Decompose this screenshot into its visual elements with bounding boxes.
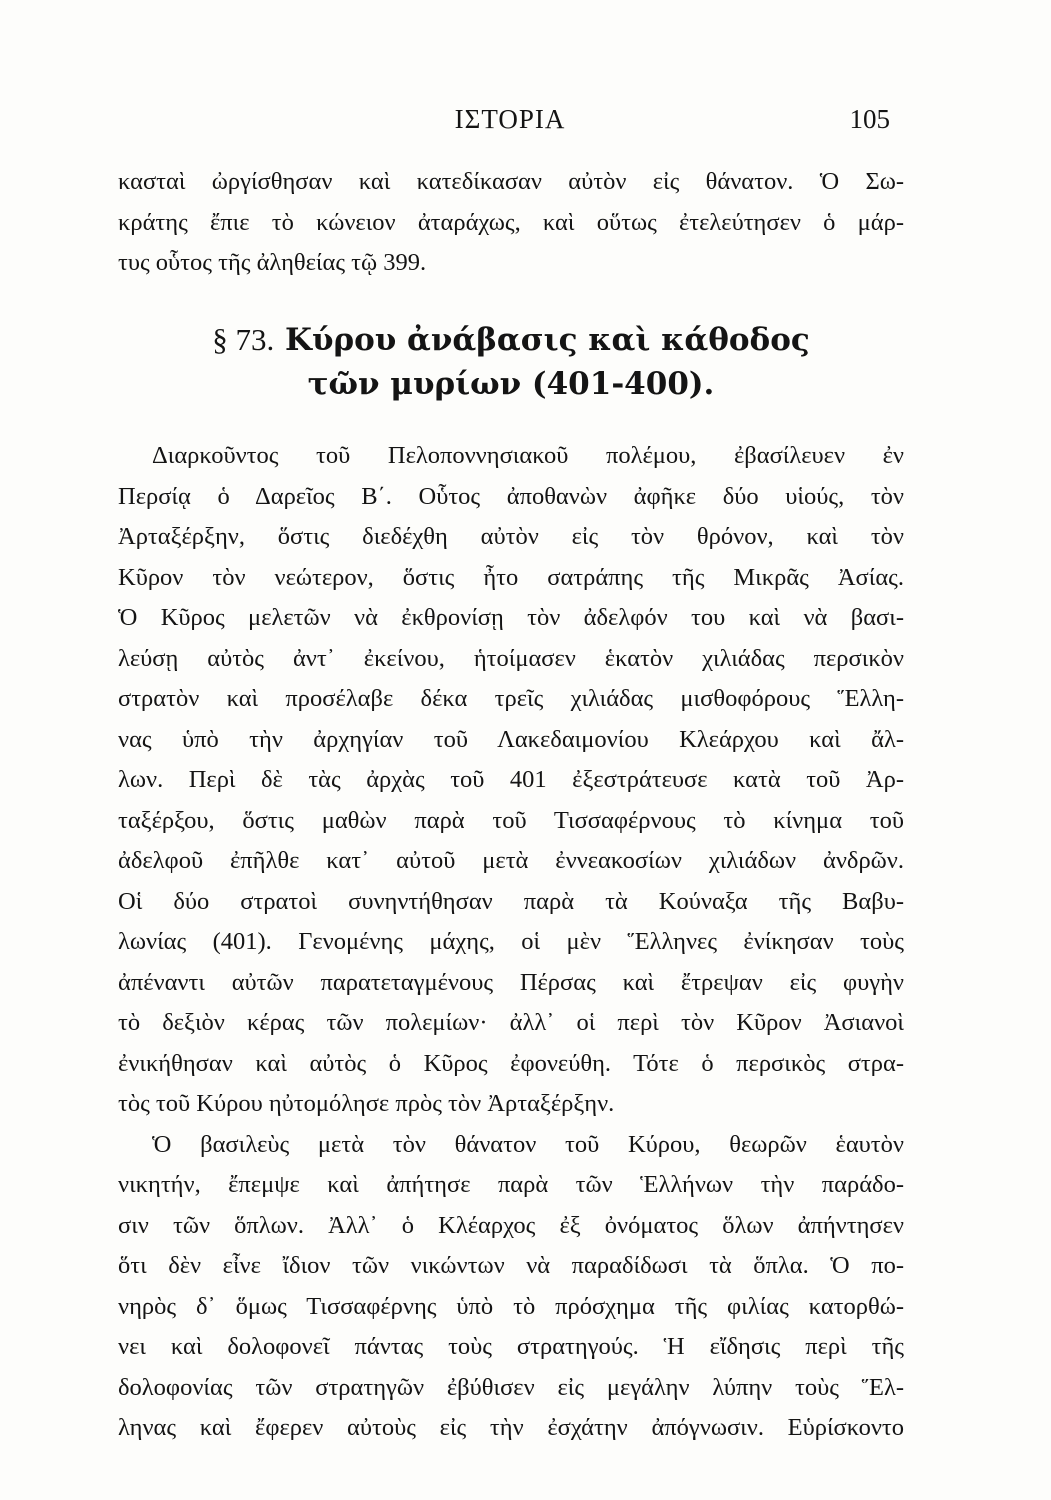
text-line: λεύσῃ αὐτὸς ἀντ᾽ ἐκείνου, ἡτοίμασεν ἑκατὸν χιλιάδας περσικὸν xyxy=(118,644,904,672)
text-line: κράτης ἔπιε τὸ κώνειον ἀταράχως, καὶ οὕτως ἐτελεύτησεν ὁ μάρ- xyxy=(118,208,904,236)
text-line: δολοφονίας τῶν στρατηγῶν ἐβύθισεν εἰς μεγάλην λύπην τοὺς Ἕλ- xyxy=(118,1373,904,1401)
text-line: Ὁ Κῦρος μελετῶν νὰ ἐκθρονίσῃ τὸν ἀδελφόν του καὶ νὰ βασι- xyxy=(118,604,904,631)
intro-paragraph xyxy=(118,162,904,284)
section-number: § 73. xyxy=(212,322,275,357)
page-number: 105 xyxy=(849,104,890,134)
text-line: νας ὑπὸ τὴν ἀρχηγίαν τοῦ Λακεδαιμονίου Κλεάρχου καὶ ἄλ- xyxy=(118,725,904,753)
text-line: Κῦρον τὸν νεώτερον, ὅστις ἦτο σατράπης τῆς Μικρᾶς Ἀσίας. xyxy=(118,563,904,591)
text-line: ταξέρξου, ὅστις μαθὼν παρὰ τοῦ Τισσαφέρνους τὸ κίνημα τοῦ xyxy=(118,806,904,834)
text-line: σιν τῶν ὅπλων. Ἀλλ᾽ ὁ Κλέαρχος ἐξ ὀνόματος ὅλων ἀπήντησεν xyxy=(118,1211,904,1239)
text-line: Ὁ βασιλεὺς μετὰ τὸν θάνατον τοῦ Κύρου, θεωρῶν ἑαυτὸν xyxy=(152,1130,904,1158)
text-line: Ἀρταξέρξην, ὅστις διεδέχθη αὐτὸν εἰς τὸν θρόνον, καὶ τὸν xyxy=(118,523,904,550)
text-line: τυς οὗτος τῆς ἀληθείας τῷ 399. xyxy=(118,249,427,276)
text-line: στρατὸν καὶ προσέλαβε δέκα τρεῖς χιλιάδας μισθοφόρους Ἕλλη- xyxy=(118,685,904,712)
text-line: κασταὶ ὠργίσθησαν καὶ κατεδίκασαν αὐτὸν εἰς θάνατον. Ὁ Σω- xyxy=(118,168,904,195)
running-head xyxy=(120,104,900,144)
text-line: νει καὶ δολοφονεῖ πάντας τοὺς στρατηγούς. Ἡ εἴδησις περὶ τῆς xyxy=(118,1333,904,1360)
text-line: τὸ δεξιὸν κέρας τῶν πολεμίων· ἀλλ᾽ οἱ περὶ τὸν Κῦρον Ἀσιανοὶ xyxy=(118,1009,904,1036)
text-line: ἀδελφοῦ ἐπῆλθε κατ᾽ αὐτοῦ μετὰ ἐννεακοσίων χιλιάδων ἀνδρῶν. xyxy=(118,847,904,874)
text-line: Οἱ δύο στρατοὶ συνηντήθησαν παρὰ τὰ Κούναξα τῆς Βαβυ- xyxy=(118,887,904,915)
text-line: ἀπέναντι αὐτῶν παρατεταγμένους Πέρσας καὶ ἔτρεψαν εἰς φυγὴν xyxy=(118,968,904,996)
text-line: ληνας καὶ ἔφερεν αὐτοὺς εἰς τὴν ἐσχάτην ἀπόγνωσιν. Εὑρίσκοντο xyxy=(118,1414,904,1441)
text-line: νηρὸς δ᾽ ὅμως Τισσαφέρνης ὑπὸ τὸ πρόσχημα τῆς φιλίας κατορθώ- xyxy=(118,1292,904,1320)
text-line: Διαρκοῦντος τοῦ Πελοποννησιακοῦ πολέμου, ἐβασίλευεν ἐν xyxy=(152,442,904,469)
section-body xyxy=(118,436,904,1449)
running-title: ΙΣΤΟΡΙΑ xyxy=(454,104,566,134)
section-heading xyxy=(118,318,904,406)
text-line: Περσίᾳ ὁ Δαρεῖος Β΄. Οὗτος ἀποθανὼν ἀφῆκε δύο υἱούς, τὸν xyxy=(118,482,904,510)
text-line: ὅτι δὲν εἶνε ἴδιον τῶν νικώντων νὰ παραδίδωσι τὰ ὅπλα. Ὁ πο- xyxy=(118,1252,904,1279)
section-title-part-1: Κύρου ἀνάβασις καὶ κάθοδος xyxy=(285,322,810,358)
text-line: λωνίας (401). Γενομένης μάχης, οἱ μὲν Ἕλληνες ἐνίκησαν τοὺς xyxy=(118,928,904,955)
text-line: τὸς τοῦ Κύρου ηὐτομόλησε πρὸς τὸν Ἀρταξέρξην. xyxy=(118,1090,615,1117)
text-line: ἐνικήθησαν καὶ αὐτὸς ὁ Κῦρος ἐφονεύθη. Τότε ὁ περσικὸς στρα- xyxy=(118,1049,904,1077)
text-line: νικητήν, ἔπεμψε καὶ ἀπήτησε παρὰ τῶν Ἑλλήνων τὴν παράδο- xyxy=(118,1171,904,1198)
section-title-part-2: τῶν μυρίων (401-400). xyxy=(307,366,715,402)
section-heading-line-1 xyxy=(118,318,904,362)
text-line: λων. Περὶ δὲ τὰς ἀρχὰς τοῦ 401 ἐξεστράτευσε κατὰ τοῦ Ἀρ- xyxy=(118,766,904,793)
